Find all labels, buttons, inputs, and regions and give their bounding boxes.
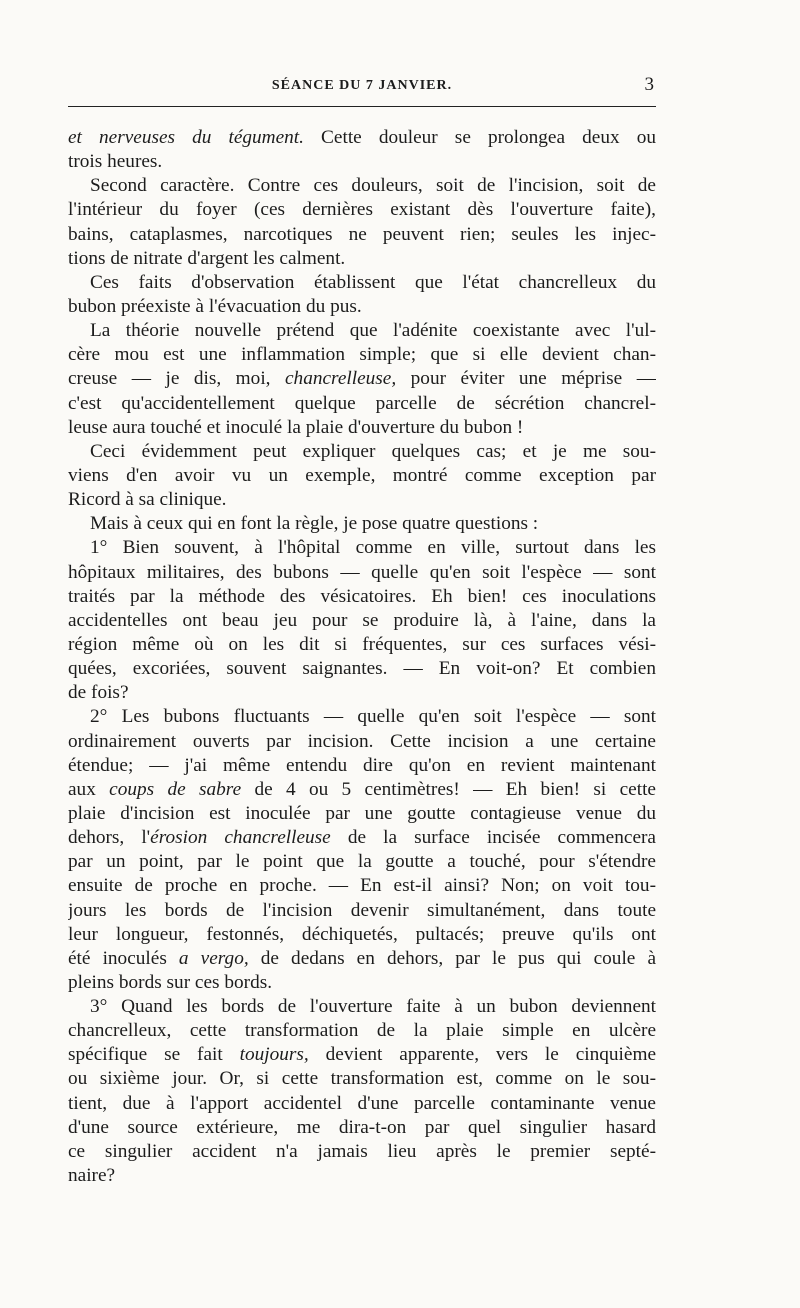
text-line [68,1116,656,1140]
header-rule [68,106,656,107]
text-line [68,1140,656,1164]
page-number: 3 [644,74,654,95]
text-line [68,1019,656,1043]
line-text: l'intérieur du foyer (ces dernières existant dès l'ouverture faite), [68,199,656,221]
text-line [68,778,656,802]
line-text: Ricord à sa clinique. [68,489,227,511]
text-line [68,826,656,850]
text-line [68,247,656,271]
line-text: aux [68,778,110,800]
body-text [68,126,656,1188]
line-text: tient, due à l'apport accidentel d'une parcelle contaminante venue [68,1092,656,1114]
line-text: pour éviter une méprise — [396,368,656,390]
text-line [68,416,656,440]
line-text: 1° Bien souvent, à l'hôpital comme en ville, surtout dans les [90,537,656,559]
page-header [68,74,656,100]
text-line [68,512,656,536]
text-line [68,295,656,319]
text-line [68,1043,656,1067]
text-line [68,198,656,222]
text-line [68,802,656,826]
line-text: traités par la méthode des vésicatoires. Eh bien! ces inoculations [68,585,656,607]
text-line [68,150,656,174]
line-text: d'une source extérieure, me dira-t-on par quel singulier hasard [68,1116,656,1138]
text-line [68,271,656,295]
line-text: hôpitaux militaires, des bubons — quelle qu'en soit l'espèce — sont [68,561,656,583]
text-line [68,995,656,1019]
line-text: devient apparente, vers le cinquième [308,1044,656,1066]
italic-phrase: toujours, [239,1044,309,1066]
line-text: bubon préexiste à l'évacuation du pus. [68,295,362,317]
text-line [68,899,656,923]
line-text: région même où on les dit si fréquentes, sur ces surfaces vési- [68,633,656,655]
line-text: étendue; — j'ai même entendu dire qu'on en revient maintenant [68,754,656,776]
line-text: par un point, par le point que la goutte a touché, pour s'étendre [68,851,656,873]
line-text: Cette douleur se prolongea deux ou [303,127,656,148]
line-text: pleins bords sur ces bords. [68,971,273,993]
italic-phrase: chancrelleuse, [285,368,397,390]
text-line [68,561,656,585]
text-line [68,971,656,995]
text-line [68,1067,656,1091]
italic-phrase: érosion chancrelleuse [150,827,331,849]
line-text: Mais à ceux qui en font la règle, je pose quatre questions : [90,513,539,535]
text-line [68,488,656,512]
line-text: c'est qu'accidentellement quelque parcelle de sécrétion chancrel- [68,392,656,414]
line-text: leuse aura touché et inoculé la plaie d'ouverture du bubon ! [68,416,524,438]
text-line [68,923,656,947]
line-text: ou sixième jour. Or, si cette transformation est, comme on le sou- [68,1068,656,1090]
line-text: viens d'en avoir vu un exemple, montré comme exception par [68,464,656,486]
italic-phrase: et nerveuses du tégument. [68,127,304,148]
line-text: dehors, l' [68,827,151,849]
line-text: spécifique se fait [68,1044,240,1066]
line-text: ensuite de proche en proche. — En est-il ainsi? Non; on voit tou- [68,875,656,897]
line-text: plaie d'incision est inoculée par une goutte contagieuse venue du [68,802,656,824]
line-text: Second caractère. Contre ces douleurs, soit de l'incision, soit de [90,175,656,197]
text-line [68,633,656,657]
text-line [68,609,656,633]
text-line [68,223,656,247]
running-title: SÉANCE DU 7 JANVIER. [271,78,453,93]
line-text: été inoculés [68,947,179,969]
text-line [68,343,656,367]
text-line [68,705,656,729]
line-text: chancrelleux, cette transformation de la plaie simple en ulcère [68,1020,656,1042]
line-text: Ces faits d'observation établissent que l'état chancrelleux du [90,271,656,293]
text-line [68,730,656,754]
italic-phrase: coups de sabre [109,778,242,800]
text-line [68,126,656,150]
line-text: bains, cataplasmes, narcotiques ne peuvent rien; seules les injec- [68,223,656,245]
line-text: Ceci évidemment peut expliquer quelques cas; et je me sou- [90,440,656,462]
line-text: ce singulier accident n'a jamais lieu après le premier septé- [68,1140,656,1162]
line-text: ordinairement ouverts par incision. Cette incision a une certaine [68,730,656,752]
line-text: naire? [68,1165,116,1187]
text-line [68,850,656,874]
text-line [68,1092,656,1116]
line-text: jours les bords de l'incision devenir simultanément, dans toute [68,899,656,921]
text-line [68,319,656,343]
text-line [68,367,656,391]
line-text: leur longueur, festonnés, déchiquetés, pultacés; preuve qu'ils ont [68,923,656,945]
text-line [68,174,656,198]
line-text: tions de nitrate d'argent les calment. [68,247,346,269]
text-line [68,947,656,971]
text-line [68,585,656,609]
line-text: 3° Quand les bords de l'ouverture faite à un bubon deviennent [90,996,656,1018]
line-text: accidentelles ont beau jeu pour se produire là, à l'aine, dans la [68,609,656,631]
text-line [68,464,656,488]
line-text: creuse — je dis, moi, [68,368,285,390]
italic-phrase: a vergo, [178,947,249,969]
text-line [68,681,656,705]
text-line [68,874,656,898]
line-text: trois heures. [68,151,163,173]
line-text: 2° Les bubons fluctuants — quelle qu'en soit l'espèce — sont [90,706,656,728]
text-line [68,440,656,464]
text-line [68,536,656,560]
line-text: de 4 ou 5 centimètres! — Eh bien! si cette [241,778,656,800]
line-text: cère mou est une inflammation simple; que si elle devient chan- [68,344,656,366]
line-text: de dedans en dehors, par le pus qui coule à [248,947,656,969]
text-line [68,1164,656,1188]
line-text: de fois? [68,682,129,704]
line-text: quées, excoriées, souvent saignantes. — En voit-on? Et combien [68,658,656,680]
text-line [68,392,656,416]
text-line [68,754,656,778]
line-text: La théorie nouvelle prétend que l'adénite coexistante avec l'ul- [90,320,656,342]
text-line [68,657,656,681]
line-text: de la surface incisée commencera [330,827,656,849]
